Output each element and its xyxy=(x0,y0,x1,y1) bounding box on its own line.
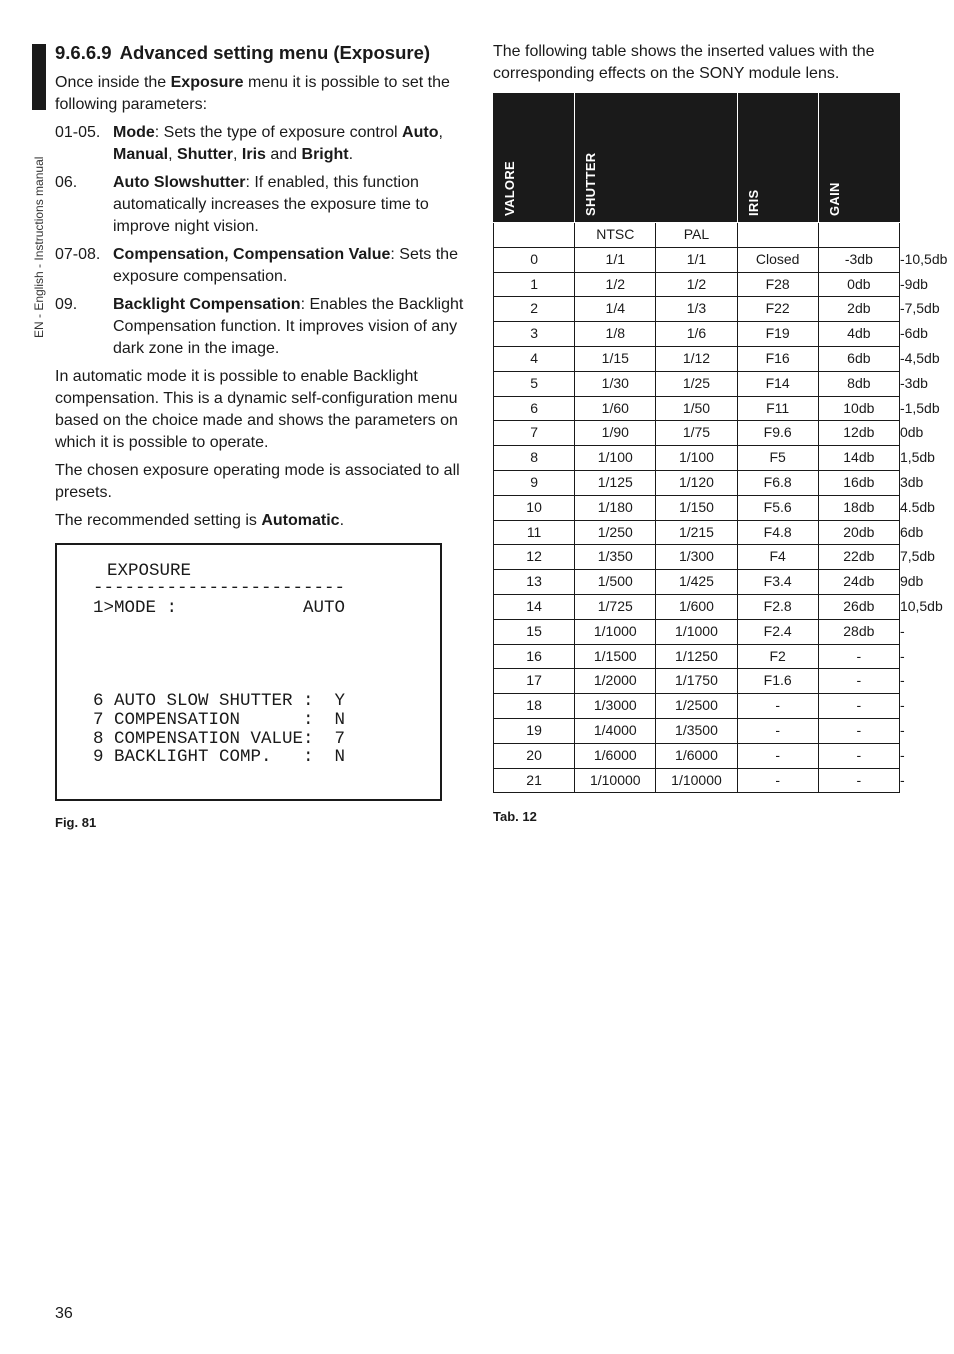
table-cell: 1/90 xyxy=(575,421,656,446)
table-cell: - xyxy=(899,647,905,664)
parameter-text: , xyxy=(233,146,242,163)
table-cell: 20 xyxy=(494,743,575,768)
header-iris xyxy=(737,94,818,223)
table-cell: 16db xyxy=(818,470,899,495)
table-cell: F28 xyxy=(737,272,818,297)
parameter-text: : Sets the type of exposure control xyxy=(154,124,403,141)
table-cell: 10db xyxy=(818,396,899,421)
table-cell: F5 xyxy=(737,446,818,471)
section-number: 9.6.6.9 xyxy=(55,42,112,63)
table-row xyxy=(494,446,900,471)
table-cell: 9 xyxy=(494,470,575,495)
table-cell: 1/215 xyxy=(656,520,737,545)
table-cell: 1/600 xyxy=(656,594,737,619)
menu-line-mode: 1>MODE : AUTO xyxy=(93,598,346,618)
table-cell: F2.4 xyxy=(737,619,818,644)
table-cell: 12 xyxy=(494,545,575,570)
menu-line-backlight: 9 BACKLIGHT COMP. : N xyxy=(93,747,346,767)
header-shutter-text: SHUTTER xyxy=(583,152,599,216)
parameter-code: 07-08. xyxy=(55,246,101,263)
table-cell: 1/25 xyxy=(656,371,737,396)
table-cell: F2.8 xyxy=(737,594,818,619)
table-cell: 1/8 xyxy=(575,322,656,347)
table-cell: 1/1500 xyxy=(575,644,656,669)
table-cell: 1/1000 xyxy=(575,619,656,644)
table-cell: 24db xyxy=(818,570,899,595)
table-cell: 1/1750 xyxy=(656,669,737,694)
table-cell: Closed xyxy=(737,247,818,272)
parameter-term: Auto Slowshutter xyxy=(113,174,246,191)
table-cell: 7 xyxy=(494,421,575,446)
intro-text-end: menu it is possible to set the following parameters: xyxy=(55,74,450,113)
table-cell: 28db xyxy=(818,619,899,644)
table-row xyxy=(494,396,900,421)
table-cell: 1/75 xyxy=(656,421,737,446)
table-cell: 11 xyxy=(494,520,575,545)
parameter-term: Compensation, Compensation Value xyxy=(113,246,391,263)
table-cell: 6db xyxy=(818,346,899,371)
table-row xyxy=(494,322,900,347)
parameter-text: : Sets the exposure compensation. xyxy=(113,246,458,285)
table-cell: 1/180 xyxy=(575,495,656,520)
table-intro: The following table shows the inserted values with the corresponding effects on the SONY module lens. xyxy=(493,43,875,82)
table-cell: F3.4 xyxy=(737,570,818,595)
table-cell: 18 xyxy=(494,694,575,719)
parameter-term: Auto xyxy=(402,124,439,141)
parameter-term: Backlight Compensation xyxy=(113,296,301,313)
parameter-text: , xyxy=(168,146,178,163)
table-cell: F9.6 xyxy=(737,421,818,446)
parameter-term: Mode xyxy=(113,124,155,141)
menu-line-compensation: 7 COMPENSATION : N xyxy=(93,710,346,730)
table-cell: 1 xyxy=(494,272,575,297)
table-cell: 1/1 xyxy=(575,247,656,272)
table-cell: F5.6 xyxy=(737,495,818,520)
recommended-end: . xyxy=(339,512,345,529)
table-cell: -3db xyxy=(818,247,899,272)
table-cell: 10 xyxy=(494,495,575,520)
subheader-pal: PAL xyxy=(656,223,737,248)
table-cell: 1/4000 xyxy=(575,718,656,743)
table-cell: - xyxy=(899,697,905,714)
parameter-text: : If enabled, this function automatically increases the exposure time to improve night vision. xyxy=(113,174,429,235)
table-cell: 1/120 xyxy=(656,470,737,495)
table-cell: 8 xyxy=(494,446,575,471)
table-row xyxy=(494,421,900,446)
table-cell: 0 xyxy=(494,247,575,272)
table-cell: 14 xyxy=(494,594,575,619)
table-cell: - xyxy=(737,694,818,719)
table-cell: 0db xyxy=(818,272,899,297)
table-cell: 1/10000 xyxy=(575,768,656,793)
table-row xyxy=(494,495,900,520)
table-cell: 5 xyxy=(494,371,575,396)
table-row xyxy=(494,272,900,297)
table-header-row xyxy=(494,94,900,223)
table-cell: 1/12 xyxy=(656,346,737,371)
table-cell: - xyxy=(737,718,818,743)
subheader-ntsc: NTSC xyxy=(575,223,656,248)
table-cell: 2 xyxy=(494,297,575,322)
table-cell: 2db xyxy=(818,297,899,322)
table-cell: F11 xyxy=(737,396,818,421)
table-cell: 12db xyxy=(818,421,899,446)
table-cell: 1/6000 xyxy=(575,743,656,768)
table-cell: - xyxy=(818,718,899,743)
table-cell: 1/2 xyxy=(575,272,656,297)
table-cell: 1/1000 xyxy=(656,619,737,644)
table-cell: 18db xyxy=(818,495,899,520)
parameter-item xyxy=(55,172,465,238)
table-cell: 3 xyxy=(494,322,575,347)
table-cell: - xyxy=(899,746,905,763)
table-cell: 1/50 xyxy=(656,396,737,421)
parameter-description xyxy=(113,172,465,238)
table-cell: 17 xyxy=(494,669,575,694)
header-gain xyxy=(818,94,899,223)
table-cell: 1/2500 xyxy=(656,694,737,719)
table-cell: 1/350 xyxy=(575,545,656,570)
table-cell: F14 xyxy=(737,371,818,396)
table-row xyxy=(494,669,900,694)
table-cell: 1/6000 xyxy=(656,743,737,768)
table-row xyxy=(494,694,900,719)
header-shutter xyxy=(575,94,737,223)
table-row xyxy=(494,743,900,768)
table-cell: 4db xyxy=(818,322,899,347)
table-cell: 1/125 xyxy=(575,470,656,495)
table-row xyxy=(494,644,900,669)
table-cell: 1/725 xyxy=(575,594,656,619)
table-cell: 4 xyxy=(494,346,575,371)
table-cell: 1/10000 xyxy=(656,768,737,793)
parameter-item xyxy=(55,294,465,360)
header-valore xyxy=(494,94,575,223)
table-cell: 1/30 xyxy=(575,371,656,396)
parameter-code: 01-05. xyxy=(55,124,101,141)
parameter-term: Shutter xyxy=(177,146,234,163)
table-cell: 22db xyxy=(818,545,899,570)
table-cell: - xyxy=(818,669,899,694)
table-cell: 1/60 xyxy=(575,396,656,421)
table-row xyxy=(494,768,900,793)
exposure-menu-screen xyxy=(55,543,442,801)
parameter-item xyxy=(55,244,465,288)
parameter-text: , xyxy=(438,124,443,141)
table-cell: F6.8 xyxy=(737,470,818,495)
section-heading xyxy=(55,40,465,66)
parameter-item xyxy=(55,122,465,166)
parameter-text: : Enables the Backlight Compensation function. It improves vision of any dark zone in the image. xyxy=(113,296,464,357)
table-cell: 1/6 xyxy=(656,322,737,347)
table-cell: 1/3 xyxy=(656,297,737,322)
table-cell: F2 xyxy=(737,644,818,669)
table-row xyxy=(494,371,900,396)
table-cell: F4 xyxy=(737,545,818,570)
parameter-text: . xyxy=(348,146,354,163)
paragraph-presets: The chosen exposure operating mode is associated to all presets. xyxy=(55,462,460,501)
table-cell: F16 xyxy=(737,346,818,371)
parameter-term: Iris xyxy=(241,146,266,163)
table-cell: 1/150 xyxy=(656,495,737,520)
table-row xyxy=(494,718,900,743)
table-cell: - xyxy=(737,768,818,793)
table-row xyxy=(494,594,900,619)
menu-line-compensation-value: 8 COMPENSATION VALUE: 7 xyxy=(93,729,346,749)
table-cell: 16 xyxy=(494,644,575,669)
table-cell: 6 xyxy=(494,396,575,421)
table-row xyxy=(494,297,900,322)
table-cell: 1/2000 xyxy=(575,669,656,694)
table-body xyxy=(494,247,948,793)
table-cell: 14db xyxy=(818,446,899,471)
parameter-list xyxy=(55,122,465,360)
paragraph-backlight: In automatic mode it is possible to enable Backlight compensation. This is a dynamic self-configuration menu based on the choice made and shows the parameters on which it is possible to operate. xyxy=(55,368,458,451)
paragraph-recommended xyxy=(55,510,465,532)
parameter-description xyxy=(113,294,465,360)
menu-divider: ------------------------ xyxy=(93,578,346,598)
table-cell: 21 xyxy=(494,768,575,793)
intro-paragraph xyxy=(55,72,465,116)
table-cell: 1/15 xyxy=(575,346,656,371)
table-cell: F4.8 xyxy=(737,520,818,545)
parameter-term: Manual xyxy=(113,146,169,163)
subheader-blank xyxy=(494,223,575,248)
table-cell: 1/4 xyxy=(575,297,656,322)
page-number: 36 xyxy=(55,1305,73,1322)
figure-caption: Fig. 81 xyxy=(55,815,97,830)
table-row xyxy=(494,619,900,644)
table-cell: 1/100 xyxy=(575,446,656,471)
table-row xyxy=(494,470,900,495)
side-label: EN - English - Instructions manual xyxy=(32,156,46,338)
table-row xyxy=(494,247,900,272)
left-column xyxy=(55,40,465,538)
table-row xyxy=(494,346,900,371)
menu-line-slow-shutter: 6 AUTO SLOW SHUTTER : Y xyxy=(93,691,346,711)
table-row xyxy=(494,545,900,570)
table-cell: 13 xyxy=(494,570,575,595)
table-cell: - xyxy=(818,768,899,793)
table-cell: 1/425 xyxy=(656,570,737,595)
table-row xyxy=(494,570,900,595)
parameter-code: 06. xyxy=(55,174,78,191)
table-cell: 20db xyxy=(818,520,899,545)
table-cell: 1/3000 xyxy=(575,694,656,719)
parameter-description xyxy=(113,122,465,166)
parameter-text: and xyxy=(265,146,302,163)
table-cell: 8db xyxy=(818,371,899,396)
section-title: Advanced setting menu (Exposure) xyxy=(119,42,431,63)
side-tab-bar xyxy=(32,44,46,110)
table-cell: F1.6 xyxy=(737,669,818,694)
header-exposure-compensation-text: EXPOSURE COMPENSATION xyxy=(907,107,938,216)
table-cell: 1/2 xyxy=(656,272,737,297)
table-subheader-row xyxy=(494,223,900,248)
table-cell: 1/1 xyxy=(656,247,737,272)
recommended-text: The recommended setting is xyxy=(55,512,262,529)
menu-title: EXPOSURE xyxy=(107,561,192,581)
parameter-term: Bright xyxy=(301,146,349,163)
header-iris-text: IRIS xyxy=(745,189,761,216)
header-gain-text: GAIN xyxy=(826,182,842,216)
table-row xyxy=(494,520,900,545)
table-cell: 1/500 xyxy=(575,570,656,595)
table-cell: F22 xyxy=(737,297,818,322)
table-cell: 1/1250 xyxy=(656,644,737,669)
table-cell: F19 xyxy=(737,322,818,347)
intro-bold: Exposure xyxy=(170,74,244,91)
recommended-bold: Automatic xyxy=(261,512,340,529)
table-cell: - xyxy=(737,743,818,768)
table-cell: 26db xyxy=(818,594,899,619)
table-cell: 1/100 xyxy=(656,446,737,471)
subheader-blank xyxy=(818,223,899,248)
table-cell: 1/300 xyxy=(656,545,737,570)
table-cell: 15 xyxy=(494,619,575,644)
header-valore-text: VALORE xyxy=(502,160,517,216)
exposure-values-table xyxy=(493,93,948,793)
parameter-code: 09. xyxy=(55,296,78,313)
table-cell: 1/250 xyxy=(575,520,656,545)
subheader-blank xyxy=(737,223,818,248)
table-caption: Tab. 12 xyxy=(493,809,537,824)
table-cell: 19 xyxy=(494,718,575,743)
parameter-description xyxy=(113,244,465,288)
intro-text: Once inside the xyxy=(55,74,171,91)
table-cell: 1/3500 xyxy=(656,718,737,743)
